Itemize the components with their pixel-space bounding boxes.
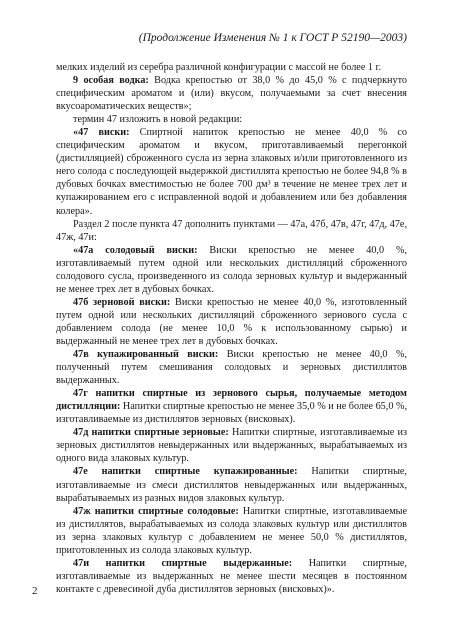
- paragraph: [56, 113, 407, 126]
- paragraph-text: термин 47 изложить в новой редакции:: [73, 114, 243, 126]
- paragraph: [56, 126, 407, 217]
- paragraph: [56, 296, 407, 348]
- paragraph: [56, 74, 407, 113]
- paragraph-lead: 47б зерновой виски:: [73, 296, 171, 308]
- paragraph-lead: 47ж напитки спиртные солодовые:: [73, 505, 239, 517]
- paragraph-text: Виски крепостью не менее 40,0 %, полученный путем смешивания солодовых и зерновых дистиллятов выдержанных.: [56, 349, 407, 387]
- paragraph-text: Водка крепостью от 38,0 % до 45,0 % с подчеркнуто специфическим ароматом и (или) вкусом, получаемыми за счет внесения вкусоароматических веществ»;: [56, 75, 407, 113]
- paragraph: [56, 557, 407, 596]
- paragraph-text: Виски крепостью не менее 40,0 %, изготавливаемый путем одной или нескольких дистилляций сброженного солодового сусла, произведенного из солода зерновых культур и выдержанный не менее трех лет в дубовых бочках.: [56, 244, 407, 295]
- paragraph: [56, 218, 407, 244]
- paragraph-text: Виски крепостью не менее 40,0 %, изготовленный путем одной или нескольких дистилляций сброженного зернового сусла с добавлением солода (не менее 10,0 % к использованному сырью) и выдержанный не менее трех лет в дубовых бочках.: [56, 296, 407, 347]
- paragraph: [56, 348, 407, 387]
- paragraph: [56, 61, 407, 74]
- paragraph-text: Напитки спиртные, изготавливаемые из выдержанных не менее шести месяцев в постоянном контакте с древесиной дуба дистиллятов зерновых (висковых)».: [56, 557, 407, 595]
- paragraph: [56, 426, 407, 465]
- paragraph-text: Напитки спиртные, изготавливаемые из дистиллятов, вырабатываемых из солода злаковых культур или дистиллятов из зерна злаковых культур с добавлением не менее 50,0 % дистиллятов, приготовленных из солода злаковых культур.: [56, 505, 408, 556]
- paragraph: [56, 465, 407, 504]
- paragraph-text: Напитки спиртные, изготавливаемые из зерновых дистиллятов невыдержанных или выдержанных, вырабатываемых из одного вида злаковых культур.: [56, 427, 407, 465]
- page-number: 2: [32, 585, 38, 597]
- paragraph-text: Напитки спиртные, изготавливаемые из смеси дистиллятов невыдержанных или выдержанных, вырабатываемых из разных видов злаковых культур.: [56, 466, 407, 504]
- paragraph-lead: 47в купажированный виски:: [73, 349, 219, 361]
- paragraph-text: Напитки спиртные крепостью не менее 35,0 % и не более 65,0 %, изготавливаемые из дистиллятов зерновых (висковых).: [56, 401, 407, 426]
- paragraph: [56, 244, 407, 296]
- paragraph-lead: 47д напитки спиртные зерновые:: [73, 427, 229, 439]
- paragraph-text: Спиртной напиток крепостью не менее 40,0 % со специфическим ароматом и вкусом, приготавливаемый перегонкой (дистилляцией) сброженного сусла из зерна злаковых и/или приготовленного из него солода с последующей выдержкой дистиллята крепостью не более 94,8 % в дубовых бочках вместимостью не более 700 дм³ в течение не менее трех лет и купажированием его с исправленной водой и добавлением или без добавления колера».: [56, 127, 407, 217]
- paragraph-lead: 47и напитки спиртные выдержанные:: [73, 557, 293, 569]
- paragraph-lead: 9 особая водка:: [73, 75, 149, 87]
- paragraph-text: Раздел 2 после пункта 47 дополнить пунктами — 47а, 47б, 47в, 47г, 47д, 47е, 47ж, 47и:: [56, 218, 407, 243]
- running-header: (Продолжение Изменения № 1 к ГОСТ Р 52190—2003): [138, 32, 407, 44]
- paragraph-text: мелких изделий из серебра различной конфигурации с массой не более 1 г.: [56, 62, 382, 73]
- document-body: [56, 61, 407, 596]
- paragraph-lead: 47е напитки спиртные купажированные:: [73, 466, 298, 478]
- paragraph-lead: «47а солодовый виски:: [73, 244, 198, 256]
- paragraph: [56, 505, 407, 557]
- paragraph: [56, 387, 407, 426]
- paragraph-lead: 47г напитки спиртные из зернового сырья, получаемые методом дистилляции:: [56, 388, 407, 413]
- paragraph-lead: «47 виски:: [73, 127, 130, 139]
